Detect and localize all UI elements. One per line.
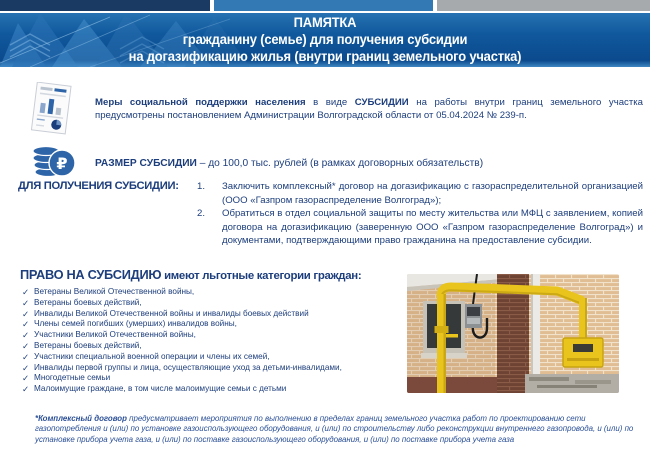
eligibility-item: [22, 298, 406, 309]
eligibility-list: [22, 287, 406, 395]
gas-meter-photo: [407, 274, 619, 393]
report-document-icon: [28, 82, 74, 138]
intro-mid: в виде: [305, 96, 355, 108]
eligibility-item: [22, 352, 406, 363]
step-number: 2.: [197, 208, 206, 219]
eligibility-item-text: Многодетные семьи: [34, 373, 111, 383]
eligibility-item: [22, 341, 406, 352]
intro-bold-lead: Меры социальной поддержки населения: [95, 96, 306, 108]
memo-subtitle-1: гражданину (семье) для получения субсидии: [182, 32, 468, 47]
eligibility-item: [22, 384, 406, 395]
footnote: [35, 414, 643, 445]
ruble-sign: ₽: [56, 154, 68, 173]
gas-meter-photo-image: [407, 274, 619, 393]
footnote-term: *Комплексный договор: [35, 413, 127, 423]
step-text: Обратиться в отдел социальной защиты по месту жительства или МФЦ с заявлением, копией договора на догазификацию (заверенную ООО «Газпром газораспределение Волгоград») и документами, подтверждающими право гражданина на предоставление субсидии.: [222, 208, 643, 246]
eligibility-item: [22, 309, 406, 320]
check-icon: ✓: [22, 319, 30, 330]
eligibility-item-text: Участники специальной военной операции и члены их семей,: [34, 351, 270, 361]
check-icon: ✓: [22, 373, 30, 384]
top-bar-blue: [214, 0, 433, 11]
eligibility-heading-main: ПРАВО НА СУБСИДИЮ: [20, 267, 162, 282]
eligibility-item-text: Члены семей погибших (умерших) инвалидов войны,: [34, 319, 237, 329]
amount-label: РАЗМЕР СУБСИДИИ: [95, 158, 197, 170]
intro-rest: на работы внутри границ земельного участка предусмотрены постановлением Администрации Волгоградской области от 05.04.2024 № 239-п.: [95, 96, 643, 122]
check-icon: ✓: [22, 384, 30, 395]
step-text: Заключить комплексный* договор на догазификацию с газораспределительной организацией (ООО «Газпром газораспределение Волгоград»);: [222, 181, 643, 206]
memo-subtitle-2: на догазификацию жилья (внутри границ земельного участка): [128, 49, 522, 64]
header-titles: [13, 14, 637, 65]
check-icon: ✓: [22, 351, 30, 362]
check-icon: ✓: [22, 287, 30, 297]
ruble-coins-icon: [32, 139, 78, 179]
footnote-text: предусматривает мероприятия по выполнению в пределах границ земельного участка работ по проектированию сети газопотребления и (или) по установке газоиспользующего оборудования, и (или) по строительству либо реконструкции внутреннего газопровода, и (или) по установке прибора учета газа, и (или) по поставке газоиспользующего оборудования, и (или) по поставке прибора учета газа: [35, 413, 634, 444]
top-bar-navy: [0, 0, 210, 11]
eligibility-item-text: Ветераны боевых действий,: [34, 340, 142, 350]
eligibility-item: [22, 319, 406, 330]
eligibility-item-text: Малоимущие граждане, в том числе малоимущие семьи с детьми: [34, 384, 287, 394]
check-icon: ✓: [22, 362, 30, 373]
intro-paragraph: [95, 96, 643, 123]
amount-value: – до 100,0 тыс. рублей (в рамках договорных обязательств): [196, 158, 484, 170]
step-number: 1.: [197, 181, 206, 192]
eligibility-item-text: Ветераны боевых действий,: [34, 297, 142, 307]
intro-bold-subsidy: СУБСИДИИ: [354, 96, 409, 108]
check-icon: ✓: [22, 297, 30, 308]
eligibility-item-text: Участники Великой Отечественной войны,: [34, 330, 196, 340]
howto-heading: ДЛЯ ПОЛУЧЕНИЯ СУБСИДИИ:: [18, 180, 179, 192]
howto-step-1: [197, 180, 643, 207]
howto-step-2: [197, 207, 643, 248]
top-bar-gray: [437, 0, 650, 11]
check-icon: ✓: [22, 308, 30, 319]
eligibility-item: [22, 330, 406, 341]
header-banner: [0, 13, 650, 67]
eligibility-heading-rest: имеют льготные категории граждан:: [161, 270, 362, 282]
eligibility-item-text: Ветераны Великой Отечественной войны,: [34, 287, 195, 296]
memo-title: ПАМЯТКА: [293, 15, 357, 30]
eligibility-heading: [20, 266, 361, 284]
eligibility-item: [22, 373, 406, 384]
eligibility-item: [22, 287, 406, 298]
howto-steps: [197, 180, 643, 248]
eligibility-item-text: Инвалиды Великой Отечественной войны и инвалиды боевых действий: [34, 308, 309, 318]
check-icon: ✓: [22, 340, 30, 351]
eligibility-item: [22, 363, 406, 374]
check-icon: ✓: [22, 330, 30, 341]
subsidy-amount-line: [95, 157, 643, 170]
eligibility-item-text: Инвалиды первой группы и лица, осуществляющие уход за детьми-инвалидами,: [34, 362, 342, 372]
